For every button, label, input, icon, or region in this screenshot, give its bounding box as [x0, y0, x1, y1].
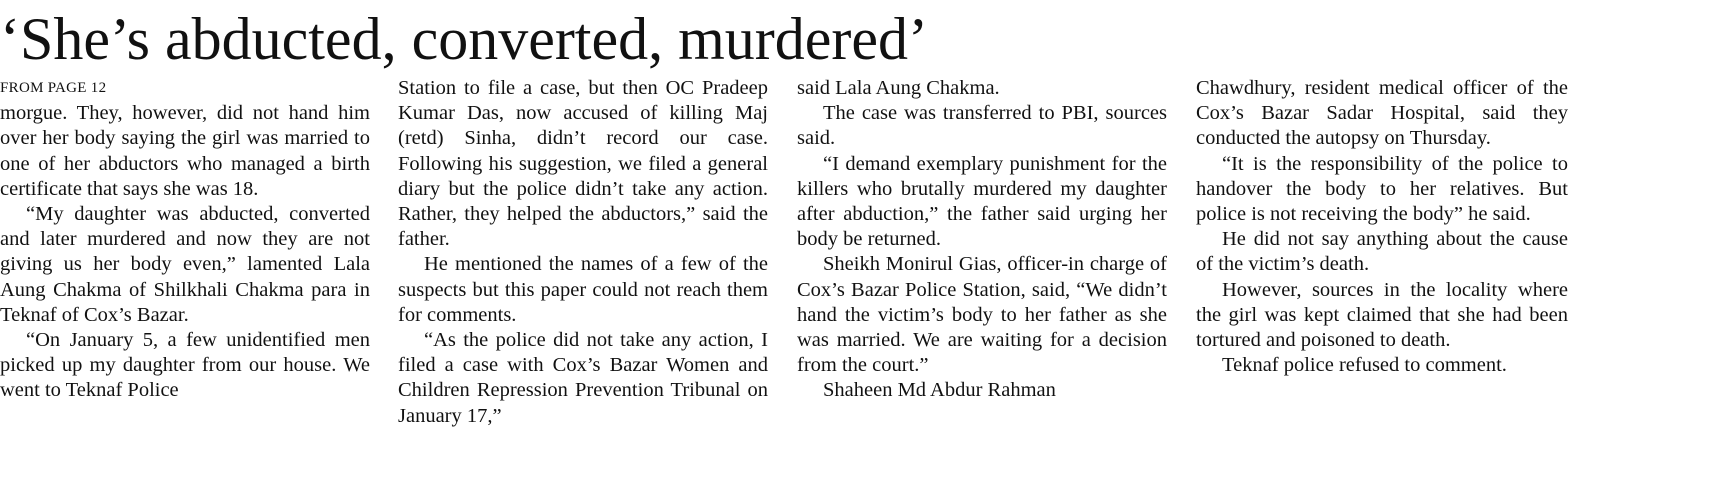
- paragraph: Shaheen Md Abdur Rahman: [823, 379, 1056, 402]
- article-column-2: [398, 76, 768, 496]
- continuation-kicker: FROM PAGE 12: [0, 80, 107, 96]
- paragraph: However, sources in the locality where the girl was kept claimed that she had been tortured and poisoned to death.: [1196, 278, 1568, 352]
- paragraph: The case was transferred to PBI, sources said.: [797, 102, 1167, 150]
- paragraph: Sheikh Monirul Gias, officer-in charge of Cox’s Bazar Police Station, said, “We didn’t hand the victim’s body to her father as she was married. We are waiting for a decision from the court.”: [797, 253, 1167, 377]
- paragraph: Chawdhury, resident medical officer of the Cox’s Bazar Sadar Hospital, said they conducted the autopsy on Thursday.: [1196, 77, 1568, 150]
- paragraph: “On January 5, a few unidentified men picked up my daughter from our house. We went to Teknaf Police: [0, 329, 370, 402]
- paragraph: He mentioned the names of a few of the suspects but this paper could not reach them for comments.: [398, 253, 768, 326]
- article-headline: ‘She’s abducted, converted, murdered’: [0, 6, 928, 72]
- paragraph: “My daughter was abducted, converted and later murdered and now they are not giving us her body even,” lamented Lala Aung Chakma of Shilkhali Chakma para in Teknaf of Cox’s Bazar.: [0, 203, 370, 326]
- paragraph: said Lala Aung Chakma.: [797, 77, 1000, 99]
- article-column-4: [1196, 76, 1568, 496]
- paragraph: He did not say anything about the cause of the victim’s death.: [1196, 228, 1568, 276]
- paragraph: “It is the responsibility of the police to handover the body to her relatives. But police is not receiving the body” he said.: [1196, 152, 1568, 226]
- article-column-1: [0, 76, 370, 496]
- article-column-3: [797, 76, 1167, 496]
- paragraph: morgue. They, however, did not hand him over her body saying the girl was married to one of her abductors who managed a birth certificate that says she was 18.: [0, 102, 370, 200]
- paragraph: “I demand exemplary punishment for the killers who brutally murdered my daughter after abduction,” the father said urging her body be returned.: [797, 152, 1167, 251]
- paragraph: “As the police did not take any action, I filed a case with Cox’s Bazar Women and Children Repression Prevention Tribunal on January 17,”: [398, 329, 768, 427]
- paragraph: Station to file a case, but then OC Pradeep Kumar Das, now accused of killing Maj (retd) Sinha, didn’t record our case. Following his suggestion, we filed a general diary but the police didn’t take any action. Rather, they helped the abductors,” said the father.: [398, 77, 768, 251]
- paragraph: Teknaf police refused to comment.: [1222, 354, 1507, 377]
